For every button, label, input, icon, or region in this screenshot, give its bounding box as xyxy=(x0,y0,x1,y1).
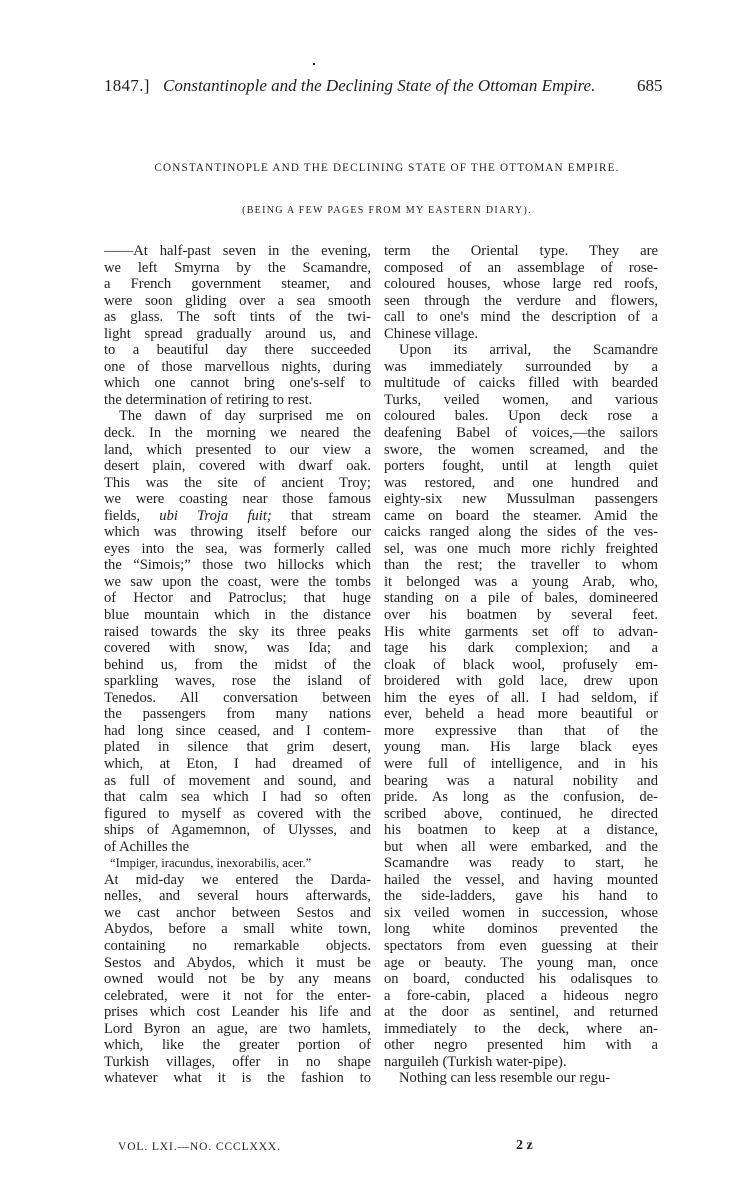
text-line: covered with snow, was Ida; and xyxy=(104,640,371,657)
text-line: on board, conducted his odalisques to xyxy=(384,971,658,988)
text-line: narguileh (Turkish water-pipe). xyxy=(384,1053,567,1070)
text-line: Abydos, before a small white town, xyxy=(104,921,371,938)
text-line: eyes into the sea, was formerly called xyxy=(104,540,371,557)
text-line: as full of movement and sound, and xyxy=(104,772,371,789)
text-line: eighty-six new Mussulman passengers xyxy=(384,491,658,508)
text-line: light spread gradually around us, and xyxy=(104,325,371,342)
article-subtitle: (BEING A FEW PAGES FROM MY EASTERN DIARY). xyxy=(242,205,532,216)
text-line: Lord Byron an ague, are two hamlets, xyxy=(104,1020,371,1037)
text-line: land, which presented to our view a xyxy=(104,441,371,458)
text-line: was restored, and one hundred and xyxy=(384,474,658,491)
text-line: his boatmen to keep at a distance, xyxy=(384,822,658,839)
text-fragment: fields, xyxy=(104,507,160,524)
text-line: deafening Babel of voices,—the sailors xyxy=(384,425,658,442)
text-line: His white garments set off to advan- xyxy=(384,623,658,640)
text-line: a fore-cabin, placed a hideous negro xyxy=(384,987,658,1004)
text-line: scribed above, continued, he directed xyxy=(384,805,658,822)
text-line: ships of Agamemnon, of Ulysses, and xyxy=(104,822,371,839)
text-line: over his boatmen by several feet. xyxy=(384,607,658,624)
text-line: pride. As long as the confusion, de- xyxy=(384,789,658,806)
text-line: which, at Eton, I had dreamed of xyxy=(104,755,371,772)
text-line: multitude of caicks filled with bearded xyxy=(384,375,658,392)
text-line: Upon its arrival, the Scamandre xyxy=(399,342,658,359)
text-line: we cast anchor between Sestos and xyxy=(104,904,371,921)
text-line: six veiled women in succession, whose xyxy=(384,904,658,921)
text-line: porters fought, until at length quiet xyxy=(384,458,658,475)
text-line: This was the site of ancient Troy; xyxy=(104,474,371,491)
text-line: immediately to the deck, where an- xyxy=(384,1020,658,1037)
text-line: swore, the women screamed, and the xyxy=(384,441,658,458)
text-line: we saw upon the coast, were the tombs xyxy=(104,573,371,590)
text-line: containing no remarkable objects. xyxy=(104,937,371,954)
text-line: seen through the verdure and flowers, xyxy=(384,292,658,309)
running-head-year: 1847.] xyxy=(104,76,150,95)
printer-signature: 2 z xyxy=(516,1138,533,1153)
text-line: had long since ceased, and I contem- xyxy=(104,722,371,739)
text-line: long white dominos prevented the xyxy=(384,921,658,938)
text-fragment: that stream xyxy=(271,507,371,524)
text-line: the determination of retiring to rest. xyxy=(104,391,313,408)
text-line: of Achilles the xyxy=(104,838,190,855)
text-line: broidered with gold lace, drew upon xyxy=(384,673,658,690)
text-line: a French government steamer, and xyxy=(104,276,371,293)
text-line: we left Smyrna by the Scamandre, xyxy=(104,259,371,276)
text-line: we were coasting near those famous xyxy=(104,491,371,508)
text-line: nelles, and several hours afterwards, xyxy=(104,888,371,905)
text-line: as glass. The soft tints of the twi- xyxy=(104,309,371,326)
text-line: Tenedos. All conversation between xyxy=(104,689,371,706)
text-line: the “Simois;” those two hillocks which xyxy=(104,557,371,574)
text-line: raised towards the sky its three peaks xyxy=(104,623,371,640)
text-line: spectators from even guessing at their xyxy=(384,937,658,954)
text-line: bearing was a natural nobility and xyxy=(384,772,658,789)
text-line: which one cannot bring one's-self to xyxy=(104,375,371,392)
text-line: at the door as sentinel, and returned xyxy=(384,1004,658,1021)
text-line: of Hector and Patroclus; that huge xyxy=(104,590,371,607)
text-line: celebrated, were it not for the enter- xyxy=(104,987,371,1004)
text-line: Turks, veiled women, and various xyxy=(384,391,658,408)
text-line: tage his dark complexion; and a xyxy=(384,640,658,657)
print-speck xyxy=(313,63,315,65)
text-line: cloak of black wool, profusely em- xyxy=(384,656,658,673)
right-column xyxy=(384,243,658,1087)
text-line: sel, was one much more richly freighted xyxy=(384,540,658,557)
text-line: coloured houses, whose large red roofs, xyxy=(384,276,658,293)
text-line: Nothing can less resemble our regu- xyxy=(399,1070,611,1087)
text-line: The dawn of day surprised me on xyxy=(119,408,371,425)
latin-quotation: “Impiger, iracundus, inexorabilis, acer.” xyxy=(110,856,312,871)
text-line: which was throwing itself before our xyxy=(104,524,371,541)
text-line: to a beautiful day there succeeded xyxy=(104,342,371,359)
text-line: coloured bales. Upon deck rose a xyxy=(384,408,658,425)
volume-number: VOL. LXI.—NO. CCCLXXX. xyxy=(118,1141,281,1153)
text-line: behind us, from the midst of the xyxy=(104,656,371,673)
text-line: standing on a pile of bales, domineered xyxy=(384,590,658,607)
text-line: young man. His large black eyes xyxy=(384,739,658,756)
text-line: were soon gliding over a sea smooth xyxy=(104,292,371,309)
text-line: more expressive than that of the xyxy=(384,722,658,739)
text-line: it belonged was a young Arab, who, xyxy=(384,573,658,590)
text-line: the side-ladders, gave his hand to xyxy=(384,888,658,905)
text-line: was immediately surrounded by a xyxy=(384,358,658,375)
text-line: hailed the vessel, and having mounted xyxy=(384,871,658,888)
text-line: term the Oriental type. They are xyxy=(384,243,658,259)
text-line: Turkish villages, offer in no shape xyxy=(104,1053,371,1070)
text-line: owned would not be by any means xyxy=(104,971,371,988)
text-line: ever, beheld a head more beautiful or xyxy=(384,706,658,723)
text-line: prises which cost Leander his life and xyxy=(104,1004,371,1021)
text-line: composed of an assemblage of rose- xyxy=(384,259,658,276)
text-line: which, like the greater portion of xyxy=(104,1037,371,1054)
text-line: caicks ranged along the sides of the ves- xyxy=(384,524,658,541)
text-line: plated in silence that grim desert, xyxy=(104,739,371,756)
text-line: age or beauty. The young man, once xyxy=(384,954,658,971)
text-line: call to one's mind the description of a xyxy=(384,309,658,326)
text-line: figured to myself as covered with the xyxy=(104,805,371,822)
text-line: than the rest; the traveller to whom xyxy=(384,557,658,574)
text-line: Sestos and Abydos, which it must be xyxy=(104,954,371,971)
running-head-title: Constantinople and the Declining State of the Ottoman Empire. xyxy=(163,76,596,95)
article-title: CONSTANTINOPLE AND THE DECLINING STATE OF THE OTTOMAN EMPIRE. xyxy=(154,162,620,174)
text-line: other negro presented him with a xyxy=(384,1037,658,1054)
text-line: that calm sea which I had so often xyxy=(104,789,371,806)
text-line: one of those marvellous nights, during xyxy=(104,358,371,375)
text-line: ——At half-past seven in the evening, xyxy=(104,243,371,259)
latin-phrase: ubi Troja fuit; xyxy=(159,507,272,524)
text-line: deck. In the morning we neared the xyxy=(104,425,371,442)
text-line: the passengers from many nations xyxy=(104,706,371,723)
text-line: him the eyes of all. I had seldom, if xyxy=(384,689,658,706)
text-line: were full of intelligence, and in his xyxy=(384,755,658,772)
text-line: At mid-day we entered the Darda- xyxy=(104,871,371,888)
text-line-with-italic xyxy=(104,508,371,525)
text-line: but when all were embarked, and the xyxy=(384,838,658,855)
text-line: desert plain, covered with dwarf oak. xyxy=(104,458,371,475)
text-line: Scamandre was ready to start, he xyxy=(384,855,658,872)
text-line: came on board the steamer. Amid the xyxy=(384,507,658,524)
text-line: sparkling waves, rose the island of xyxy=(104,673,371,690)
text-line: Chinese village. xyxy=(384,325,479,342)
left-column xyxy=(104,243,371,1087)
text-line: blue mountain which in the distance xyxy=(104,607,371,624)
running-head xyxy=(104,74,670,98)
text-line: whatever what it is the fashion to xyxy=(104,1070,371,1087)
page-number: 685 xyxy=(637,76,663,95)
